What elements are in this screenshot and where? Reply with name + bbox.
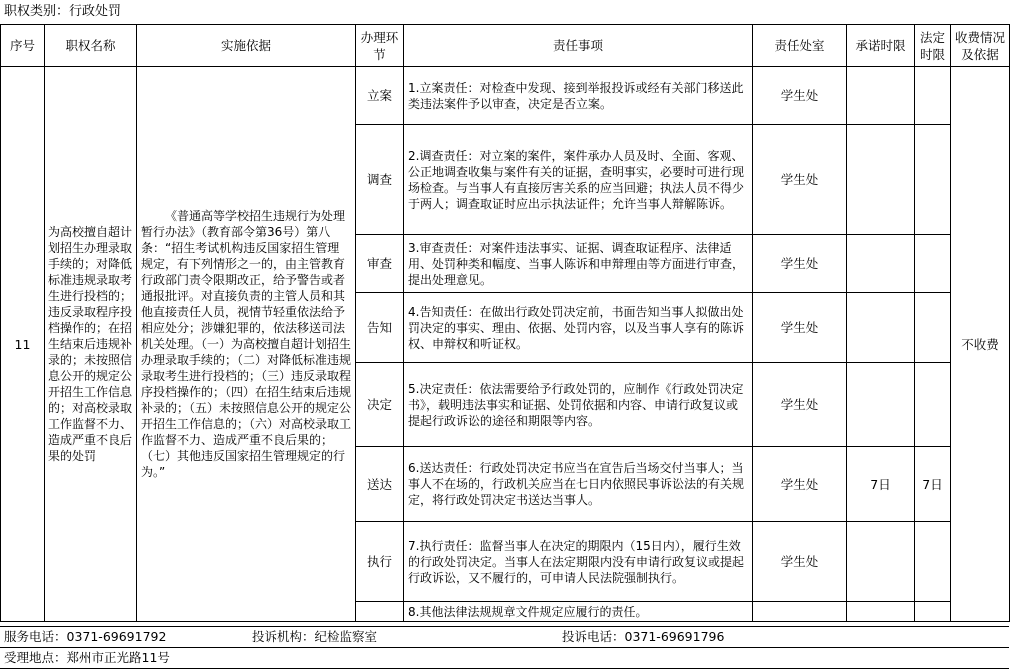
stage-cell: 执行 bbox=[356, 522, 404, 602]
legal-cell bbox=[915, 522, 951, 602]
table-header-row bbox=[1, 25, 1010, 67]
basis-text: 《普通高等学校招生违规行为处理暂行办法》（教育部令第36号）第八条：“招生考试机构违反国家招生管理规定，有下列情形之一的，由主管教育行政部门责令限期改正，给予警告或者通报批评。对直接负责的主管人员和其他直接责任人员，视情节轻重依法给予相应处分；涉嫌犯罪的，依法移送司法机关处理。（一）为高校擅自超计划招生办理录取手续的；（二）对降低标准违规录取考生进行投档的；（三）违反录取程序投档操作的；（四）在招生结束后违规补录的；（五）未按照信息公开的规定公开招生工作信息的；（六）对高校录取工作监督不力、造成严重不良后果的；（七）其他违反国家招生管理规定的行为。” bbox=[141, 209, 352, 479]
col-header-stage: 办理环节 bbox=[356, 25, 404, 67]
duty-cell: 3.审查责任：对案件违法事实、证据、调查取证程序、法律适用、处罚种类和幅度、当事人陈诉和申辩理由等方面进行审查，提出处理意见。 bbox=[404, 235, 753, 293]
col-header-fee: 收费情况及依据 bbox=[951, 25, 1010, 67]
office-cell: 学生处 bbox=[753, 67, 847, 125]
promise-cell: 7日 bbox=[847, 447, 915, 522]
office-cell: 学生处 bbox=[753, 235, 847, 293]
complaint-org: 投诉机构：纪检监察室 bbox=[252, 629, 378, 644]
legal-cell bbox=[915, 235, 951, 293]
legal-cell bbox=[915, 293, 951, 363]
stage-cell: 调查 bbox=[356, 125, 404, 235]
col-header-legal: 法定时限 bbox=[915, 25, 951, 67]
duty-cell: 4.告知责任：在做出行政处罚决定前，书面告知当事人拟做出处罚决定的事实、理由、依据、处罚内容，以及当事人享有的陈诉权、申辩权和听证权。 bbox=[404, 293, 753, 363]
office-cell: 学生处 bbox=[753, 125, 847, 235]
promise-cell bbox=[847, 602, 915, 622]
promise-cell bbox=[847, 363, 915, 447]
duty-cell: 5.决定责任：依法需要给予行政处罚的，应制作《行政处罚决定书》，载明违法事实和证据、处罚依据和内容、申请行政复议或提起行政诉讼的途径和期限等内容。 bbox=[404, 363, 753, 447]
stage-cell bbox=[356, 602, 404, 622]
duty-cell: 2.调查责任：对立案的案件，案件承办人员及时、全面、客观、公正地调查收集与案件有关的证据，查明事实，必要时可进行现场检查。与当事人有直接厉害关系的应当回避；执法人员不得少于两人；调查取证时应出示执法证件；允许当事人辩解陈诉。 bbox=[404, 125, 753, 235]
fee-cell: 不收费 bbox=[951, 67, 1010, 622]
col-header-duty: 责任事项 bbox=[404, 25, 753, 67]
office-cell: 学生处 bbox=[753, 522, 847, 602]
stage-cell: 告知 bbox=[356, 293, 404, 363]
duty-cell: 8.其他法律法规规章文件规定应履行的责任。 bbox=[404, 602, 753, 622]
power-name-cell: 为高校擅自超计划招生办理录取手续的；对降低标准违规录取考生进行投档的；违反录取程序投档操作的；在招生结束后违规补录的；未按照信息公开的规定公开招生工作信息的；对高校录取工作监督不力、造成严重不良后果的处罚 bbox=[45, 67, 137, 622]
promise-cell bbox=[847, 522, 915, 602]
stage-cell: 立案 bbox=[356, 67, 404, 125]
office-cell bbox=[753, 602, 847, 622]
col-header-seq: 序号 bbox=[1, 25, 45, 67]
col-header-office: 责任处室 bbox=[753, 25, 847, 67]
duty-cell: 6.送达责任：行政处罚决定书应当在宣告后当场交付当事人；当事人不在场的，行政机关应当在七日内依照民事诉讼法的有关规定，将行政处罚决定书送达当事人。 bbox=[404, 447, 753, 522]
promise-cell bbox=[847, 293, 915, 363]
table-row bbox=[1, 67, 1010, 125]
legal-cell bbox=[915, 125, 951, 235]
office-cell: 学生处 bbox=[753, 447, 847, 522]
footer-contact-row bbox=[0, 627, 1011, 647]
office-cell: 学生处 bbox=[753, 293, 847, 363]
legal-cell bbox=[915, 67, 951, 125]
responsibility-table bbox=[0, 24, 1010, 622]
duty-cell: 7.执行责任：监督当事人在决定的期限内（15日内），履行生效的行政处罚决定。当事人在法定期限内没有申请行政复议或提起行政诉讼，又不履行的，可申请人民法院强制执行。 bbox=[404, 522, 753, 602]
col-header-basis: 实施依据 bbox=[137, 25, 356, 67]
promise-cell bbox=[847, 235, 915, 293]
address: 受理地点：郑州市正光路11号 bbox=[4, 650, 170, 665]
basis-cell bbox=[137, 67, 356, 622]
seq-cell: 11 bbox=[1, 67, 45, 622]
duty-cell: 1.立案责任：对检查中发现、接到举报投诉或经有关部门移送此类违法案件予以审查，决定是否立案。 bbox=[404, 67, 753, 125]
legal-cell bbox=[915, 602, 951, 622]
service-phone: 服务电话：0371-69691792 bbox=[4, 629, 167, 644]
stage-cell: 送达 bbox=[356, 447, 404, 522]
col-header-promise: 承诺时限 bbox=[847, 25, 915, 67]
stage-cell: 审查 bbox=[356, 235, 404, 293]
stage-cell: 决定 bbox=[356, 363, 404, 447]
category-title: 职权类别：行政处罚 bbox=[4, 4, 122, 19]
footer-address-row bbox=[0, 648, 1011, 668]
complaint-phone: 投诉电话：0371-69691796 bbox=[562, 629, 725, 644]
promise-cell bbox=[847, 125, 915, 235]
col-header-name: 职权名称 bbox=[45, 25, 137, 67]
legal-cell: 7日 bbox=[915, 447, 951, 522]
promise-cell bbox=[847, 67, 915, 125]
legal-cell bbox=[915, 363, 951, 447]
office-cell: 学生处 bbox=[753, 363, 847, 447]
